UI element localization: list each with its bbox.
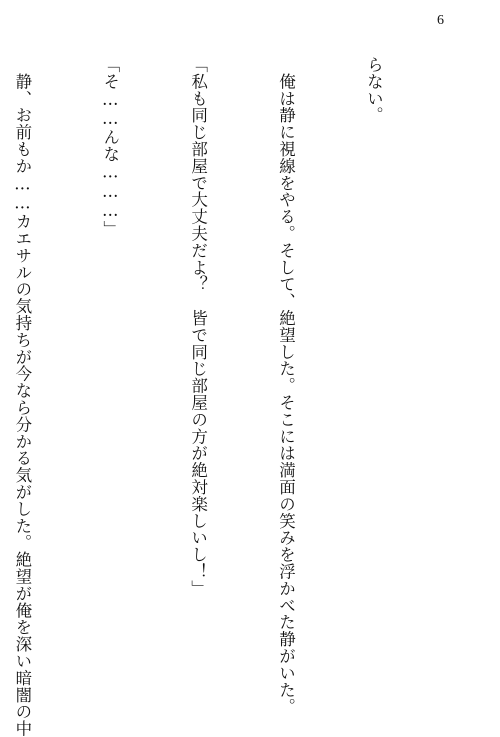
text-line: 俺は静に視線をやる。そして、絶望した。そこには満面の笑みを浮かべた静がいた。: [276, 56, 296, 716]
text-line: らない。: [364, 56, 384, 124]
text-line: 静、お前もか……カエサルの気持ちが今なら分かる気がした。絶望が俺を深い暗闇の中: [12, 56, 32, 737]
text-line: 「そ……んな………」: [100, 56, 120, 238]
text-line: 「私も同じ部屋で大丈夫だよ？ 皆で同じ部屋の方が絶対楽しいし！」: [188, 56, 208, 597]
novel-text-column: [0, 56, 447, 737]
page-number: 6: [437, 13, 444, 28]
